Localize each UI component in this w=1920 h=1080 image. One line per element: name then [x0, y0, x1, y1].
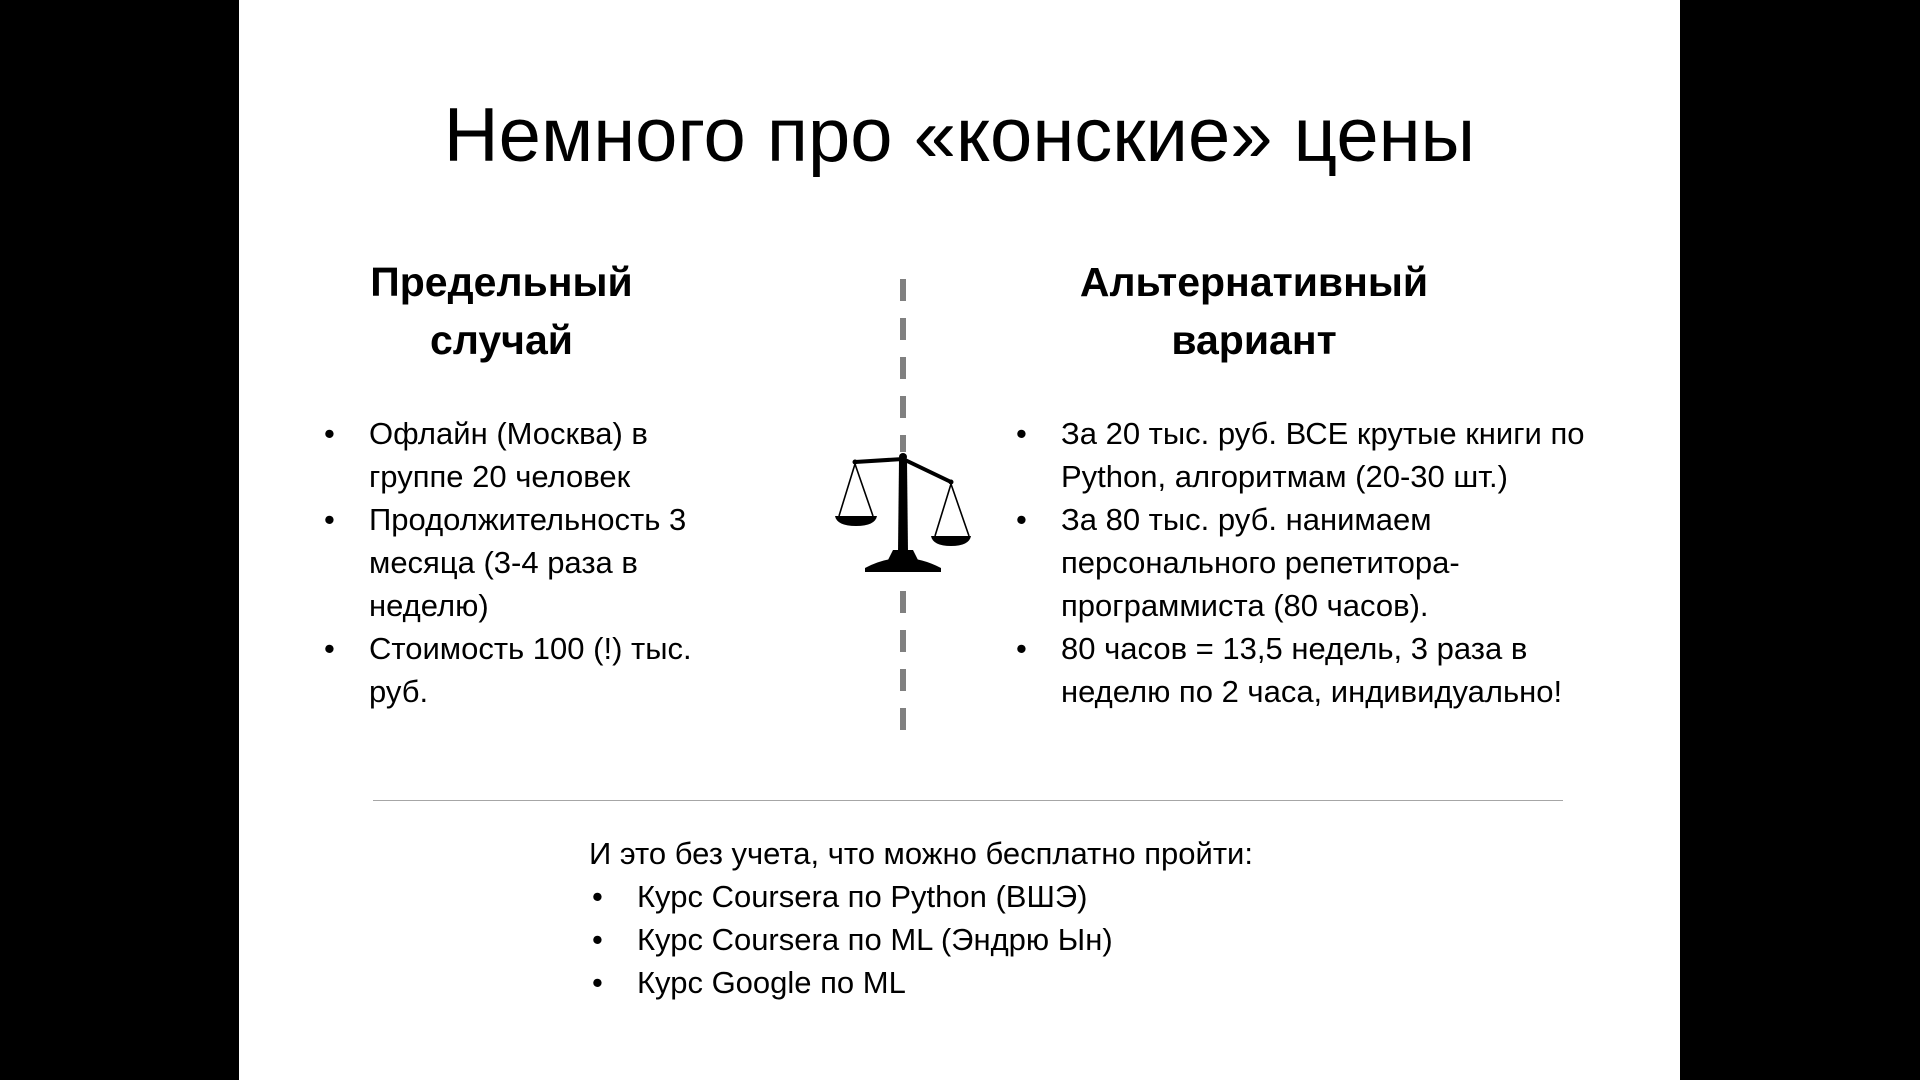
- list-item-text: Курс Google по ML: [637, 965, 906, 1000]
- bullet-dot: •: [592, 965, 603, 1000]
- free-courses-intro: И это без учета, что можно бесплатно пройти:: [589, 836, 1253, 871]
- list-item-text: Курс Coursera по ML (Эндрю Ын): [637, 922, 1113, 957]
- bullet-dot: •: [592, 879, 603, 914]
- left-heading-line2: случай: [430, 317, 573, 363]
- list-item: [589, 961, 1349, 1004]
- left-heading-line1: Предельный: [370, 259, 633, 305]
- right-heading-line2: вариант: [1171, 317, 1337, 363]
- list-item-text: Продолжительность 3 месяца (3-4 раза в неделю): [369, 502, 687, 623]
- list-item: [589, 918, 1349, 961]
- presentation-slide: [239, 0, 1680, 1080]
- list-item: [1013, 627, 1633, 713]
- bullet-dot: •: [1016, 502, 1027, 537]
- list-item-text: 80 часов = 13,5 недель, 3 раза в неделю по 2 часа, индивидуально!: [1061, 631, 1563, 709]
- list-item: [1013, 498, 1633, 627]
- list-item-text: За 80 тыс. руб. нанимаем персонального репетитора-программиста (80 часов).: [1061, 502, 1460, 623]
- left-bullet-list: [321, 412, 721, 713]
- list-item: [589, 875, 1349, 918]
- scales-of-justice-icon-graphic: [835, 452, 971, 578]
- list-item: [321, 627, 721, 713]
- list-item: [321, 412, 721, 498]
- bullet-dot: •: [324, 416, 335, 451]
- list-item-text: За 20 тыс. руб. ВСЕ крутые книги по Python, алгоритмам (20-30 шт.): [1061, 416, 1585, 494]
- scales-of-justice-icon: [835, 452, 971, 578]
- free-courses-block: [589, 832, 1349, 1000]
- bullet-dot: •: [1016, 631, 1027, 666]
- bullet-dot: •: [324, 502, 335, 537]
- bullet-dot: •: [1016, 416, 1027, 451]
- right-column-heading: [1039, 253, 1469, 369]
- bullet-dot: •: [592, 922, 603, 957]
- list-item: [321, 498, 721, 627]
- list-item-text: Курс Coursera по Python (ВШЭ): [637, 879, 1088, 914]
- left-column-heading: [319, 253, 684, 369]
- list-item: [1013, 412, 1633, 498]
- right-bullet-list: [1013, 412, 1633, 713]
- free-courses-list: [589, 875, 1349, 1004]
- list-item-text: Офлайн (Москва) в группе 20 человек: [369, 416, 648, 494]
- list-item-text: Стоимость 100 (!) тыс. руб.: [369, 631, 692, 709]
- right-heading-line1: Альтернативный: [1079, 259, 1429, 305]
- bullet-dot: •: [324, 631, 335, 666]
- slide-title: Немного про «конские» цены: [443, 93, 1476, 178]
- horizontal-rule: [373, 800, 1563, 801]
